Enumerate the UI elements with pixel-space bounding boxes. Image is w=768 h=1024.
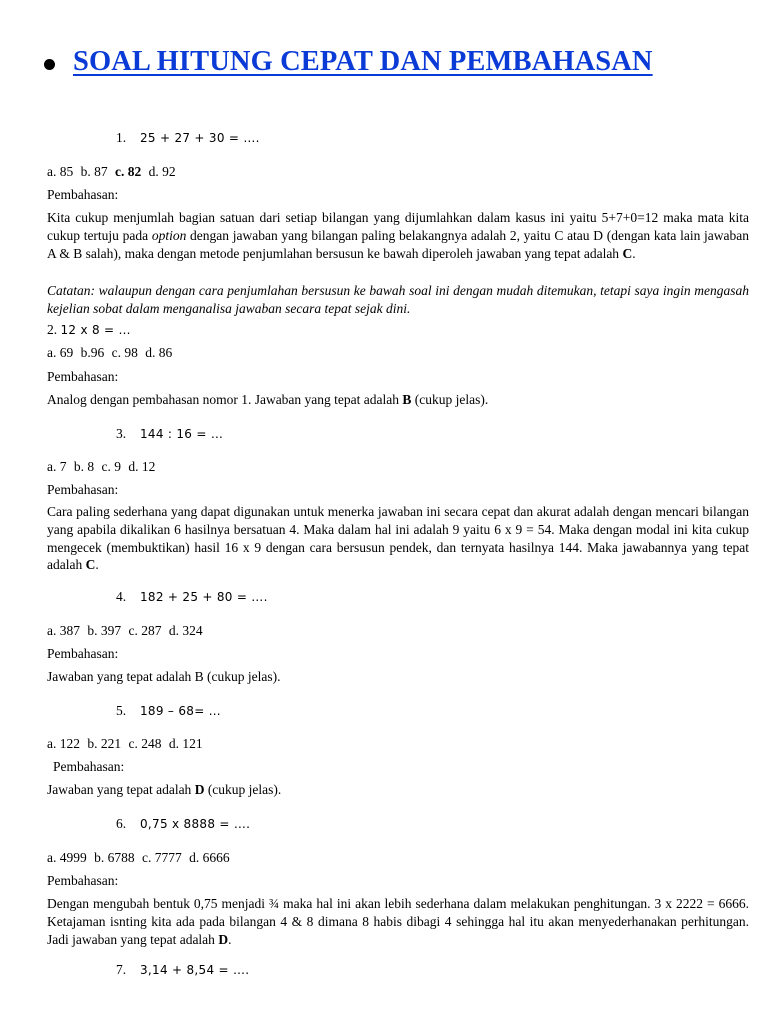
question-number: 2.: [47, 322, 58, 337]
answer-options-4: [47, 623, 207, 639]
question-number: 5.: [116, 703, 127, 718]
explanation-text: (cukup jelas).: [411, 392, 489, 407]
explanation-text: Dengan mengubah bentuk 0,75 menjadi ¾ maka hal ini akan lebih sederhana dalam melakukan penghitungan. 3 x 2222 = 6666. Ketajaman isnting kita ada pada bilangan 4 & 8 dimana 8 habis dibagi 4 sehingga hal itu akan menyederhanakan perhitungan. Jadi jawaban yang tepat adalah: [47, 896, 749, 947]
option-a: a. 4999: [47, 850, 87, 865]
option-a: a. 7: [47, 459, 67, 474]
explanation-1: [47, 209, 749, 262]
explanation-label: Pembahasan:: [53, 759, 125, 774]
answer-options-2: [47, 345, 176, 361]
option-b: b. 6788: [94, 850, 135, 865]
option-b: b. 8: [73, 459, 95, 474]
question-expression: 144 : 16 = …: [140, 427, 224, 441]
option-c: c. 248: [128, 736, 162, 751]
option-a: a. 122: [47, 736, 80, 751]
question-6: [116, 816, 250, 832]
answer-key: D: [218, 931, 229, 947]
explanation-label: Pembahasan:: [47, 873, 119, 888]
question-7: [116, 962, 249, 978]
option-b: b.96: [80, 345, 105, 360]
explanation-text: .: [632, 245, 636, 261]
option-c: c. 7777: [142, 850, 182, 865]
explanation-label: Pembahasan:: [47, 187, 119, 202]
question-4: [116, 589, 268, 605]
explanation-label: Pembahasan:: [47, 482, 119, 497]
option-d: d. 12: [128, 459, 156, 474]
option-a: a. 85: [47, 164, 74, 179]
question-number: 6.: [116, 816, 127, 831]
option-b: b. 87: [80, 164, 108, 179]
explanation-text: .: [228, 931, 232, 947]
option-d: d. 92: [148, 164, 176, 179]
option-b: b. 221: [87, 736, 122, 751]
bullet-icon: [44, 59, 55, 70]
answer-options-5: [47, 736, 207, 752]
explanation-text: Cara paling sederhana yang dapat digunakan untuk menerka jawaban ini secara cepat dan akurat adalah dengan mencari bilangan yang apabila dikalikan 6 hasilnya bersatuan 4. Maka dalam hal ini adalah 9 yaitu 6 x 9 = 54. Maka dengan modal ini kita cukup mengecek (membuktikan) hasil 16 x 9 dengan cara bersusun pendek, dan ternyata hasilnya 144. Maka jawabannya yang tepat adalah: [47, 504, 749, 573]
note-text: Catatan: walaupun dengan cara penjumlahan bersusun ke bawah soal ini dengan mudah ditemukan, tetapi saya ingin mengasah kejelian sobat dalam menganalisa jawaban secara tepat sejak dini.: [47, 283, 749, 316]
answer-key: C: [622, 245, 633, 261]
explanation-text: Jawaban yang tepat adalah: [47, 782, 195, 797]
question-expression: 182 + 25 + 80 = ….: [140, 590, 268, 604]
question-expression: 0,75 x 8888 = ….: [140, 817, 251, 831]
question-3: [116, 426, 223, 442]
option-a: a. 387: [47, 623, 80, 638]
question-expression: 12 x 8 = …: [60, 323, 131, 337]
question-5: [116, 703, 221, 719]
option-d: d. 324: [168, 623, 203, 638]
explanation-6: [47, 895, 749, 948]
option-b: b. 397: [87, 623, 122, 638]
question-number: 1.: [116, 130, 127, 145]
question-expression: 3,14 + 8,54 = ….: [140, 963, 250, 977]
explanation-5: [47, 781, 749, 799]
option-d: d. 121: [168, 736, 203, 751]
option-c: c. 287: [128, 623, 162, 638]
explanation-emphasis: option: [151, 227, 187, 243]
explanation-4: Jawaban yang tepat adalah B (cukup jelas).: [47, 669, 281, 684]
answer-options-1: [47, 164, 180, 180]
explanation-text: (cukup jelas).: [204, 782, 282, 797]
question-expression: 25 + 27 + 30 = ….: [140, 131, 260, 145]
question-number: 4.: [116, 589, 127, 604]
option-d: d. 6666: [189, 850, 230, 865]
explanation-2: [47, 391, 749, 409]
option-c: c. 98: [111, 345, 138, 360]
question-expression: 189 – 68= …: [140, 704, 221, 718]
explanation-text: Analog dengan pembahasan nomor 1. Jawaban yang tepat adalah: [47, 392, 403, 407]
explanation-label: Pembahasan:: [47, 369, 119, 384]
explanation-text: .: [95, 557, 99, 573]
answer-key: B: [402, 392, 412, 407]
answer-options-3: [47, 459, 159, 475]
question-2: [47, 322, 131, 338]
option-c: c. 82: [115, 164, 142, 179]
option-a: a. 69: [47, 345, 74, 360]
question-number: 7.: [116, 962, 127, 977]
answer-options-6: [47, 850, 234, 866]
question-1: [116, 130, 260, 146]
explanation-text: Kita cukup menjumlah bagian satuan dari setiap bilangan yang dijumlahkan dalam kasus ini yaitu 5+7+0=12 maka mata kita cukup tertuju pada: [47, 210, 749, 243]
note-1: [47, 282, 749, 318]
explanation-label: Pembahasan:: [47, 646, 119, 661]
answer-key: C: [85, 557, 96, 573]
title-row: [44, 46, 653, 78]
option-d: d. 86: [145, 345, 173, 360]
explanation-text: dengan jawaban yang bilangan paling belakangnya adalah 2, yaitu C atau D (dengan kata lain jawaban A & B salah), maka dengan metode penjumlahan bersusun ke bawah diperoleh jawaban yang tepat adalah: [47, 227, 749, 261]
option-c: c. 9: [101, 459, 121, 474]
answer-key: D: [194, 782, 205, 797]
page-title[interactable]: SOAL HITUNG CEPAT DAN PEMBAHASAN: [73, 46, 653, 77]
question-number: 3.: [116, 426, 127, 441]
explanation-3: [47, 503, 749, 574]
